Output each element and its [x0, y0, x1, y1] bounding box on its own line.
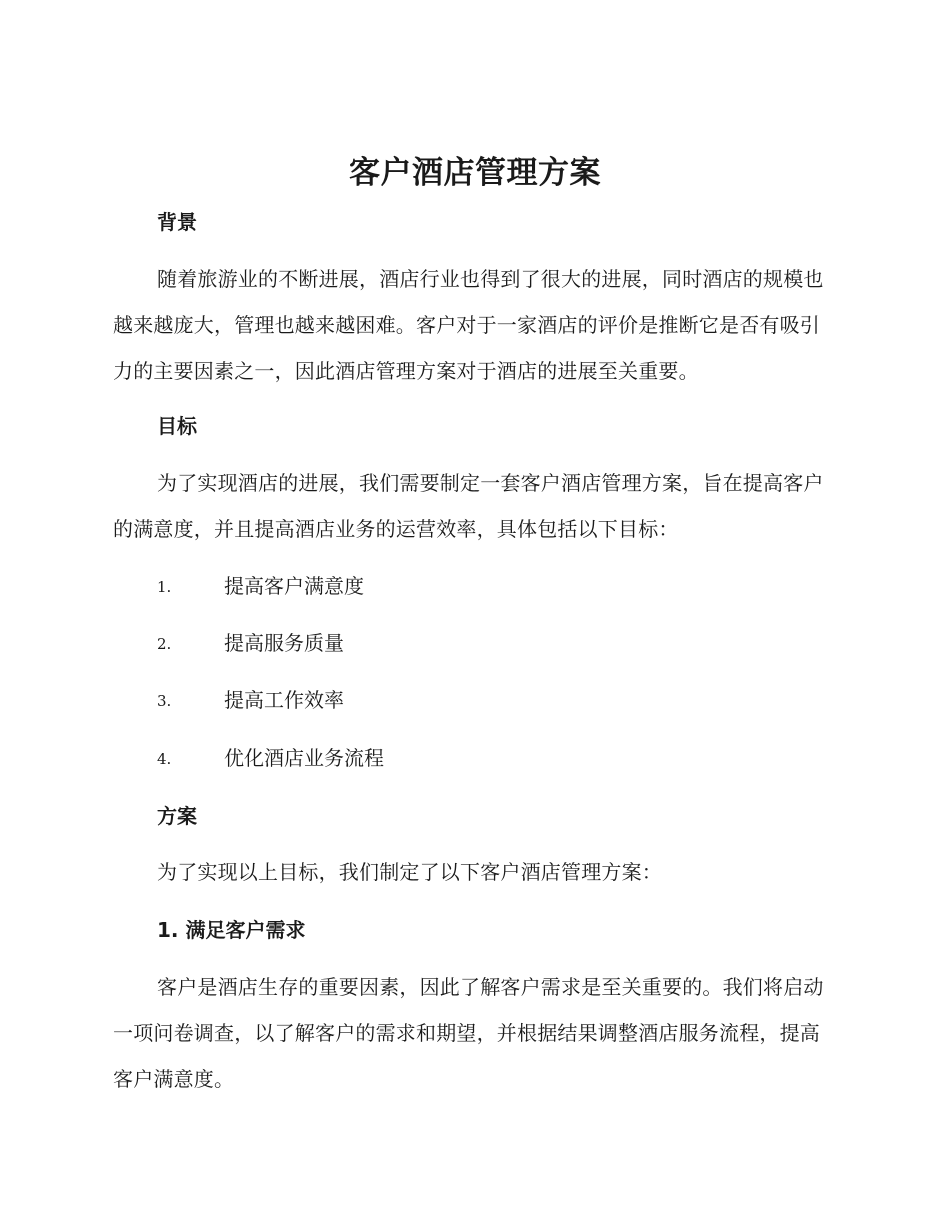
- paragraph-background: 随着旅游业的不断进展，酒店行业也得到了很大的进展，同时酒店的规模也越来越庞大，管理也越来越困难。客户对于一家酒店的评价是推断它是否有吸引力的主要因素之一，因此酒店管理方案对于酒店的进展至关重要。: [113, 267, 824, 383]
- paragraph-goals: 为了实现酒店的进展，我们需要制定一套客户酒店管理方案，旨在提高客户的满意度，并且提高酒店业务的运营效率，具体包括以下目标：: [113, 471, 824, 541]
- heading-goals: 目标: [157, 414, 197, 438]
- goal-item-number: 4.: [157, 750, 172, 768]
- subheading-plan-1: 1. 满足客户需求: [157, 918, 306, 942]
- goal-item-text: 优化酒店业务流程: [224, 746, 384, 770]
- paragraph-plan-1: 客户是酒店生存的重要因素，因此了解客户需求是至关重要的。我们将启动一项问卷调查，以了解客户的需求和期望，并根据结果调整酒店服务流程，提高客户满意度。: [113, 975, 824, 1091]
- goal-item-number: 1.: [157, 578, 172, 596]
- goal-item-number: 2.: [157, 635, 172, 653]
- goal-item-text: 提高工作效率: [224, 688, 344, 712]
- document-title: 客户酒店管理方案: [349, 155, 601, 191]
- paragraph-plan: 为了实现以上目标，我们制定了以下客户酒店管理方案：: [157, 860, 662, 884]
- goal-item-text: 提高客户满意度: [224, 574, 364, 598]
- heading-plan: 方案: [157, 804, 197, 828]
- heading-background: 背景: [157, 210, 197, 234]
- goal-item-text: 提高服务质量: [224, 631, 344, 655]
- goal-item-number: 3.: [157, 692, 172, 710]
